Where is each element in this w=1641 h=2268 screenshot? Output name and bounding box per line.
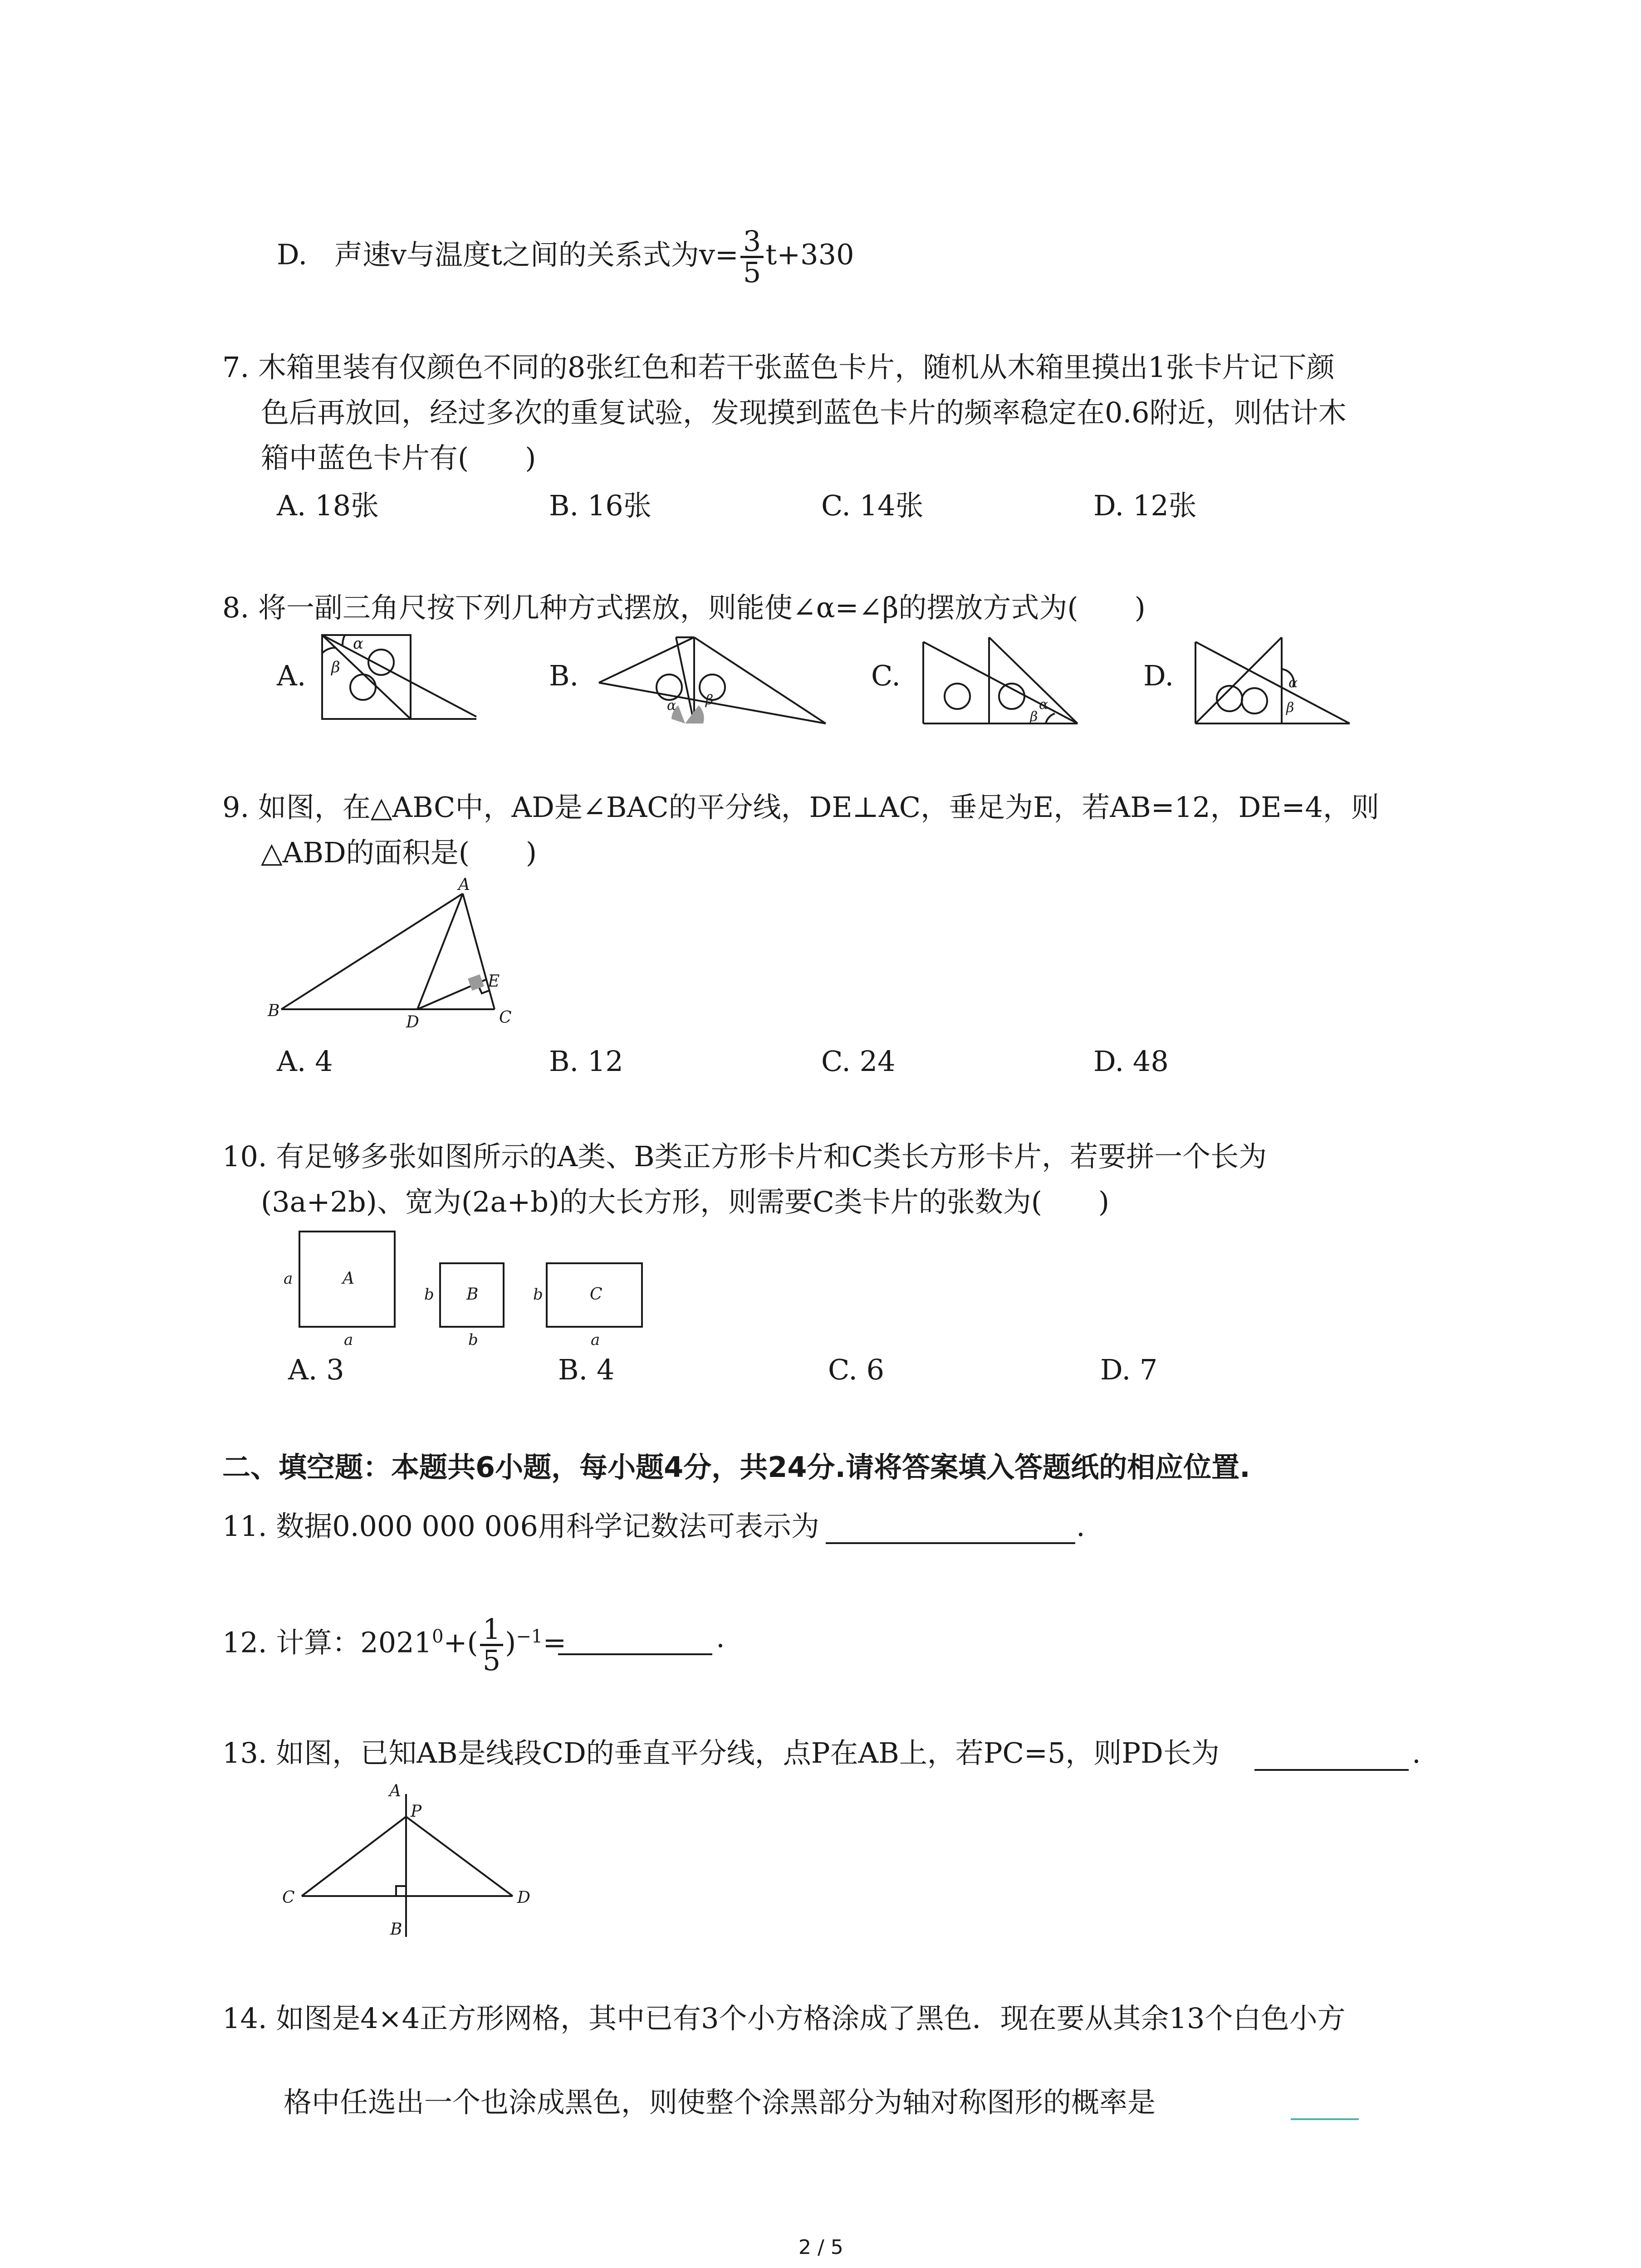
- q11-answer-blank[interactable]: [826, 1542, 1075, 1544]
- q6-option-d-text: 声速v与温度t之间的关系式为v=: [334, 238, 739, 271]
- q13-label-c: C: [282, 1888, 295, 1907]
- q14-answer-blank[interactable]: [1291, 2118, 1359, 2120]
- q12-close: ): [505, 1626, 516, 1659]
- q6-option-d-label: D.: [277, 238, 308, 271]
- page-number: 2 / 5: [798, 2236, 843, 2259]
- q6-fraction: [740, 227, 764, 287]
- q12-end: .: [716, 1621, 725, 1654]
- q13-label-a: A: [389, 1782, 401, 1800]
- q10-card-b-name: B: [466, 1285, 479, 1304]
- q8-d-beta: β: [1286, 700, 1294, 716]
- section-2-heading: 二、填空题：本题共6小题，每小题4分，共24分.请将答案填入答题纸的相应位置.: [222, 1451, 1250, 1484]
- q10-line-2: (3a+2b)、宽为(2a+b)的大长方形，则需要C类卡片的张数为( ): [261, 1185, 1110, 1218]
- q13-end: .: [1412, 1736, 1421, 1769]
- q10-card-c-bottom: a: [591, 1331, 600, 1349]
- q7-option-a: A. 18张: [277, 489, 379, 522]
- q12-fraction: [480, 1615, 503, 1675]
- q7-option-d: D. 12张: [1093, 489, 1197, 522]
- q7-line-1: 7. 木箱里装有仅颜色不同的8张红色和若干张蓝色卡片，随机从木箱里摸出1张卡片记下颜: [222, 351, 1335, 384]
- q10-option-c: C. 6: [828, 1353, 885, 1386]
- q12-fraction-denominator: 5: [482, 1644, 501, 1677]
- q9-figure: [268, 875, 522, 1034]
- q10-line-1: 10. 有足够多张如图所示的A类、B类正方形卡片和C类长方形卡片，若要拼一个长为: [222, 1140, 1267, 1173]
- q12-exp-zero: 0: [432, 1626, 444, 1647]
- q8-figure-b: [594, 633, 839, 728]
- q8-b-beta: β: [705, 692, 714, 708]
- q8-figure-d: [1191, 637, 1354, 728]
- q14-line-1: 14. 如图是4×4正方形网格，其中已有3个小方格涂成了黑色．现在要从其余13个白色小方: [222, 2002, 1346, 2035]
- q10-card-a-side: a: [284, 1270, 293, 1288]
- q8-d-alpha: α: [1288, 675, 1298, 691]
- q7-option-c: C. 14张: [821, 489, 924, 522]
- q6-fraction-numerator: 3: [740, 227, 764, 258]
- q8-line-1: 8. 将一副三角尺按下列几种方式摆放，则能使∠α=∠β的摆放方式为( ): [222, 591, 1146, 624]
- q13-figure: [277, 1783, 540, 1946]
- q8-option-a-label: A.: [277, 659, 306, 692]
- q8-figure-a: [318, 631, 481, 726]
- q10-option-d: D. 7: [1100, 1353, 1158, 1386]
- q9-option-c: C. 24: [821, 1045, 896, 1078]
- q8-figure-c: [919, 637, 1082, 728]
- q13-label-d: D: [517, 1888, 530, 1907]
- q9-line-1: 9. 如图，在△ABC中，AD是∠BAC的平分线，DE⊥AC，垂足为E，若AB=12，DE=4，则: [222, 791, 1379, 824]
- q10-cards-figure: [277, 1227, 649, 1349]
- q10-card-a-bottom: a: [344, 1331, 353, 1349]
- q11-end: .: [1076, 1510, 1085, 1543]
- q12-expression: [222, 1615, 566, 1675]
- q10-option-a: A. 3: [288, 1353, 344, 1386]
- q9-label-b: B: [268, 1002, 280, 1020]
- q6-option-d-tail: t+330: [765, 238, 854, 271]
- q14-line-2: 格中任选出一个也涂成黑色，则使整个涂黑部分为轴对称图形的概率是: [284, 2086, 1156, 2119]
- q9-option-b: B. 12: [549, 1045, 623, 1078]
- q8-option-b-label: B.: [549, 659, 579, 692]
- q8-a-beta: β: [331, 658, 340, 676]
- q10-card-c-name: C: [590, 1285, 603, 1304]
- q12-prefix: 12. 计算：2021: [222, 1626, 432, 1659]
- q6-option-d: [277, 227, 854, 287]
- q12-fraction-numerator: 1: [480, 1615, 503, 1646]
- q12-eq: =: [543, 1626, 567, 1659]
- q9-line-2: △ABD的面积是( ): [261, 836, 537, 869]
- q8-c-beta: β: [1030, 709, 1038, 725]
- q8-a-alpha: α: [353, 635, 363, 653]
- q9-label-e: E: [488, 972, 500, 991]
- q10-option-b: B. 4: [558, 1353, 615, 1386]
- q10-card-b-side: b: [424, 1286, 434, 1304]
- q9-label-a: A: [458, 875, 470, 894]
- q13-label-b: B: [390, 1920, 402, 1939]
- q9-label-d: D: [406, 1013, 419, 1031]
- q6-fraction-denominator: 5: [743, 256, 761, 289]
- q8-option-c-label: C.: [871, 659, 901, 692]
- q13-answer-blank[interactable]: [1254, 1769, 1409, 1771]
- q9-option-a: A. 4: [277, 1045, 333, 1078]
- q7-line-2: 色后再放回，经过多次的重复试验，发现摸到蓝色卡片的频率稳定在0.6附近，则估计木: [261, 396, 1347, 429]
- q13-label-p: P: [411, 1802, 422, 1821]
- q8-c-alpha: α: [1039, 697, 1048, 713]
- q8-b-alpha: α: [667, 698, 676, 714]
- q12-plus: +(: [443, 1626, 478, 1659]
- q10-card-b-bottom: b: [468, 1331, 478, 1349]
- q12-exp-neg-one: −1: [516, 1626, 543, 1647]
- q12-answer-blank[interactable]: [558, 1653, 712, 1655]
- q8-option-d-label: D.: [1143, 659, 1174, 692]
- q7-line-3: 箱中蓝色卡片有( ): [261, 441, 536, 474]
- q10-card-a-name: A: [343, 1269, 354, 1288]
- q9-label-c: C: [499, 1008, 512, 1027]
- q10-card-c-side: b: [533, 1286, 543, 1304]
- q7-option-b: B. 16张: [549, 489, 652, 522]
- q13-text: 13. 如图，已知AB是线段CD的垂直平分线，点P在AB上，若PC=5，则PD长为: [222, 1736, 1220, 1769]
- q11-text: 11. 数据0.000 000 006用科学记数法可表示为: [222, 1510, 819, 1543]
- q9-option-d: D. 48: [1093, 1045, 1169, 1078]
